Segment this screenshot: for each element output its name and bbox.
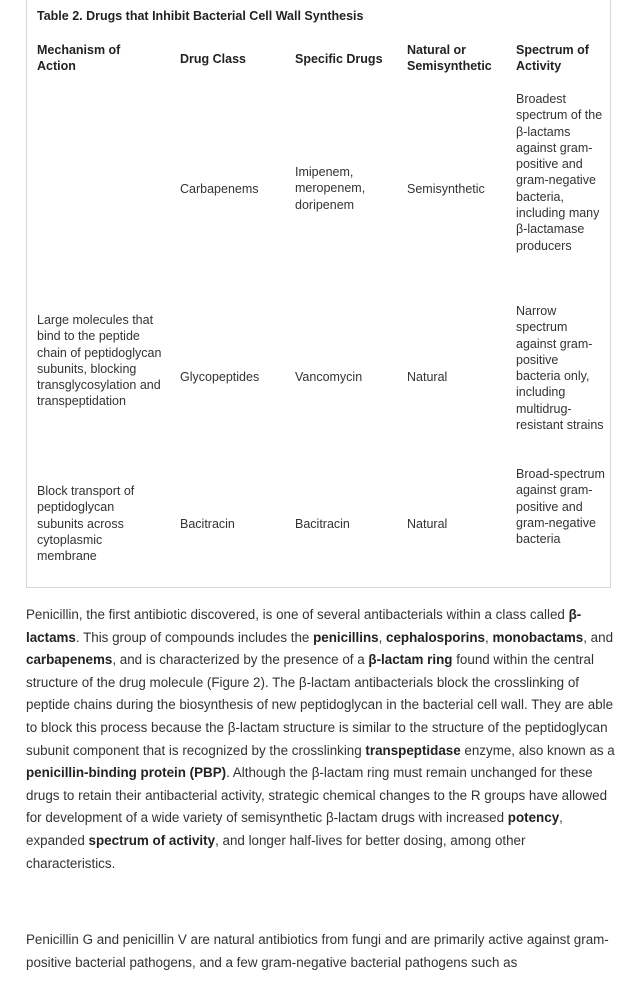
paragraph-penicillin-g-v: Penicillin G and penicillin V are natural antibiotics from fungi and are primarily active against gram-positive bacterial pathogens, and a few gram-negative bacterial pathogens such as xyxy=(26,932,609,970)
cell-specific-drugs: Vancomycin xyxy=(295,370,363,384)
cell-drug-class: Carbapenems xyxy=(180,182,259,196)
cell-natural: Semisynthetic xyxy=(407,182,485,196)
cell-specific-drugs: Imipenem, meropenem, doripenem xyxy=(295,165,366,212)
cell-natural: Natural xyxy=(407,370,448,384)
term-penicillins: penicillins xyxy=(313,629,379,645)
paragraph-beta-lactams: Penicillin, the first antibiotic discovered, is one of several antibacterials within a class called β-lactams. This group of compounds includes the penicillins, cephalosporins, monobactams, and carbapenems, and is characterized by the presence of a β-lactam ring found within the central structure of the drug molecule (Figure 2). The β-lactam antibacterials block the crosslinking of peptide chains during the biosynthesis of new peptidoglycan in the bacterial cell wall. They are able to block this process because the β-lactam structure is similar to the structure of the peptidoglycan subunit component that is recognized by the crosslinking transpeptidase enzyme, also known as a penicillin-binding protein (PBP). Although the β-lactam ring must remain unchanged for these drugs to retain their antibacterial activity, strategic chemical changes to the R groups have allowed for development of a wide variety of semisynthetic β-lactam drugs with increased potency, expanded spectrum of activity, and longer half-lives for better dosing, among other characteristics. xyxy=(26,607,615,871)
header-natural: Natural or Semisynthetic xyxy=(407,43,492,73)
cell-natural: Natural xyxy=(407,517,448,531)
table-caption: Table 2. Drugs that Inhibit Bacterial Cell Wall Synthesis xyxy=(37,9,364,23)
cell-spectrum: Broadest spectrum of the β-lactams against gram-positive and gram-negative bacteria, including many β-lactamase producers xyxy=(516,92,603,253)
term-carbapenems: carbapenems xyxy=(26,652,113,668)
term-transpeptidase: transpeptidase xyxy=(365,742,461,758)
header-specific-drugs: Specific Drugs xyxy=(295,52,383,66)
term-potency: potency xyxy=(507,810,560,826)
term-pbp: penicillin-binding protein (PBP) xyxy=(26,765,227,781)
cell-drug-class: Bacitracin xyxy=(180,517,235,531)
cell-specific-drugs: Bacitracin xyxy=(295,517,350,531)
cell-mechanism: Large molecules that bind to the peptide chain of peptidoglycan subunits, blocking transglycosylation and transpeptidation xyxy=(37,313,162,409)
term-beta-lactam-ring: β-lactam ring xyxy=(368,652,453,668)
cell-mechanism: Block transport of peptidoglycan subunits across cytoplasmic membrane xyxy=(37,484,135,564)
term-spectrum-of-activity: spectrum of activity xyxy=(88,832,216,848)
term-beta-lactams: β-lactams xyxy=(26,607,582,645)
drug-table xyxy=(26,0,611,588)
header-spectrum: Spectrum of Activity xyxy=(516,43,589,73)
cell-spectrum: Broad-spectrum against gram-positive and gram-negative bacteria xyxy=(516,467,605,547)
cell-drug-class: Glycopeptides xyxy=(180,370,260,384)
header-drug-class: Drug Class xyxy=(180,52,246,66)
term-monobactams: monobactams xyxy=(492,629,584,645)
term-cephalosporins: cephalosporins xyxy=(386,629,485,645)
cell-spectrum: Narrow spectrum against gram-positive bacteria only, including multidrug-resistant strains xyxy=(516,304,604,433)
header-mechanism: Mechanism of Action xyxy=(37,43,121,73)
